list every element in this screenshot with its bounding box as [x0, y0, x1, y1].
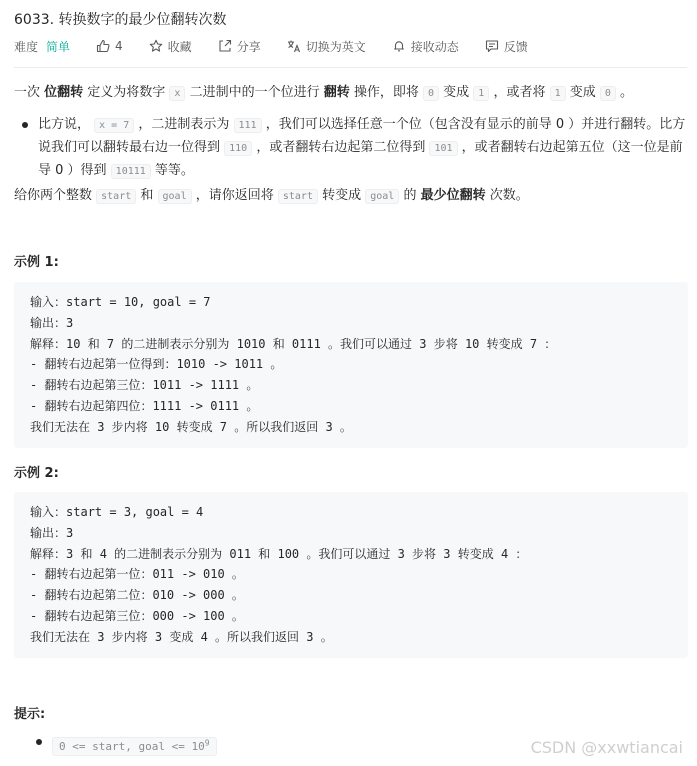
thumbs-up-icon [96, 39, 110, 53]
bullet-dot [22, 122, 28, 128]
switch-language-button[interactable] [287, 38, 366, 55]
share-label: 分享 [236, 39, 261, 54]
example-1-block: 输入：start = 10, goal = 7 输出：3 解释：10 和 7 的二进制表示分别为 1010 和 0111 。我们可以通过 3 步将 10 转变成 7 ： - 翻转右边起第一位得到：1010 -> 1011 。 - 翻转右边起第三位：1011 -> 1111 。 - 翻转右边起第四位：1111 -> 0111 。 我们无法在 3 步内将 10 转变成 7 。所以我们返回 3 。 [14, 282, 688, 448]
feedback-label: 反馈 [503, 39, 528, 54]
like-count: 4 [115, 39, 123, 53]
header-divider [14, 67, 687, 68]
problem-toolbar [14, 37, 554, 55]
task-paragraph: 给你两个整数 start 和 goal ，请你返回将 start 转变成 goal 的 最少位翻转 次数。 [14, 188, 529, 203]
hint-item: 0 <= start, goal <= $10^9$ [52, 733, 217, 757]
subscribe-label: 接收动态 [410, 39, 459, 54]
difficulty-badge: 简单 [46, 39, 71, 54]
csdn-watermark: CSDN @xxwtiancai [530, 738, 683, 757]
feedback-button[interactable] [485, 38, 528, 55]
example-2-block: 输入：start = 3, goal = 4 输出：3 解释：3 和 4 的二进制表示分别为 011 和 100 。我们可以通过 3 步将 3 转变成 4 ： - 翻转右边起第一位：011 -> 010 。 - 翻转右边起第二位：010 -> 000 。 - 翻转右边起第三位：000 -> 100 。 我们无法在 3 步内将 3 变成 4 。所以我们返回 3 。 [14, 492, 688, 658]
example-1-heading: 示例 1: [14, 255, 59, 270]
like-button[interactable] [96, 39, 123, 53]
description-paragraph: 一次 位翻转 定义为将数字 x 二进制中的一个位进行 翻转 操作，即将 0 变成 1 ，或者将 1 变成 0 。 [14, 85, 634, 100]
feedback-icon [485, 39, 499, 53]
bell-icon [392, 39, 406, 53]
problem-title: 6033. 转换数字的最少位翻转次数 [14, 12, 227, 28]
favorite-button[interactable] [149, 38, 192, 55]
example-2-heading: 示例 2: [14, 466, 59, 481]
share-button[interactable] [218, 38, 261, 55]
hint-bullet-dot [36, 739, 42, 745]
favorite-label: 收藏 [167, 39, 192, 54]
hints-heading: 提示: [14, 707, 46, 722]
difficulty-label: 难度 [14, 39, 39, 54]
switch-language-label: 切换为英文 [305, 39, 366, 54]
translate-icon [287, 39, 301, 53]
description-bullet: 比方说， x = 7 ，二进制表示为 111 ，我们可以选择任意一个位（包含没有显示的前导 0 ）并进行翻转。比方说我们可以翻转最右边一位得到 110 ，或者翻转右边起第二位得到 101 ，或者翻转右边起第五位（这一位是前导 0 ）得到 10111 等等。 [38, 114, 688, 183]
star-icon [149, 39, 163, 53]
share-icon [218, 39, 232, 53]
subscribe-button[interactable] [392, 38, 459, 55]
